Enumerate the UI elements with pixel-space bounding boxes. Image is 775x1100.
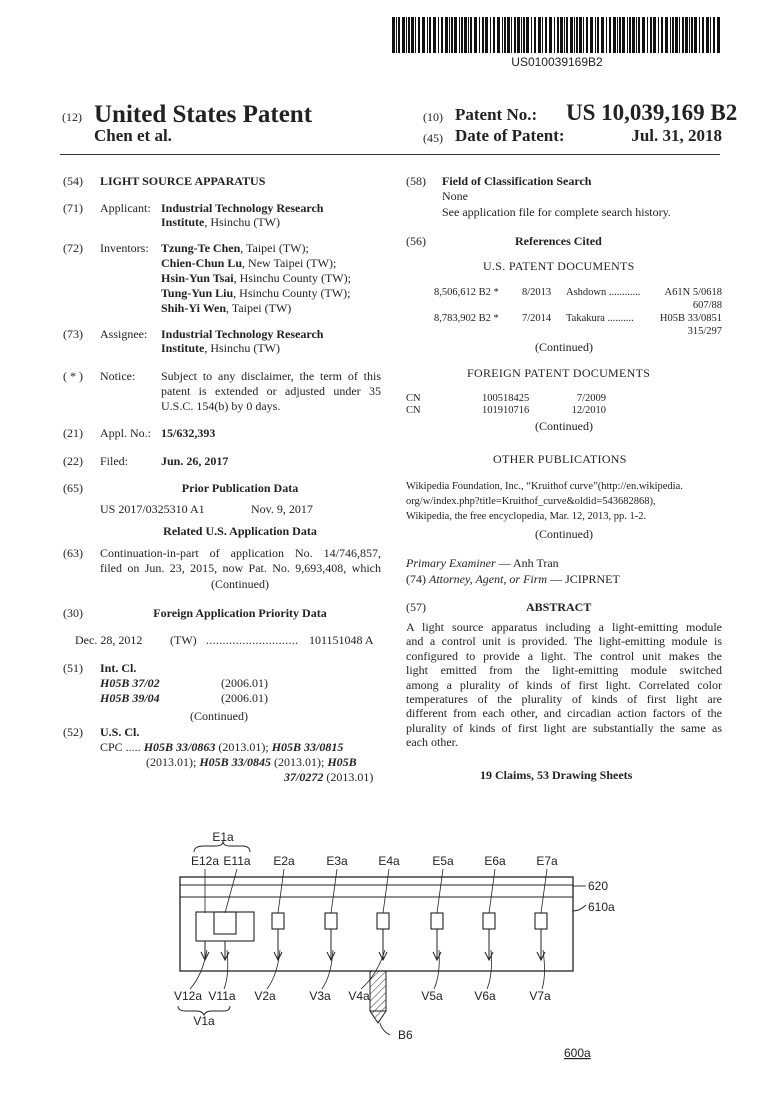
- assignee-line2: Institute, Hsinchu (TW): [161, 341, 280, 355]
- barcode-bar: [517, 17, 520, 53]
- other-publications-heading: OTHER PUBLICATIONS: [493, 452, 627, 466]
- intcl-class: H05B 39/04: [100, 691, 160, 705]
- intcl-heading: Int. Cl.: [100, 661, 137, 675]
- barcode-bar: [672, 17, 674, 53]
- foreign-ref-date: 7/2009: [576, 393, 606, 404]
- barcode-bar: [538, 17, 541, 53]
- unit-e4a: [377, 913, 389, 929]
- barcode-bar: [670, 17, 671, 53]
- barcode-bar: [597, 17, 599, 53]
- notice-text: Subject to any disclaimer, the term of this patent is extended or adjusted under 35 U.S.C. 154(b) by 0 days.: [161, 369, 381, 413]
- code-52: (52): [63, 725, 83, 739]
- us-ref-date: 7/2014: [522, 313, 552, 324]
- us-ref-row: 8,506,612 B2 *: [434, 287, 499, 298]
- us-ref-name: Ashdown ............: [566, 287, 641, 298]
- code-notice: ( * ): [63, 369, 83, 383]
- barcode-bar: [622, 17, 625, 53]
- date-label: Date of Patent:: [455, 126, 565, 145]
- foreign-patents-heading: FOREIGN PATENT DOCUMENTS: [467, 366, 651, 380]
- inventor-item: Shih-Yi Wen, Taipei (TW): [161, 301, 292, 315]
- representative-figure: [150, 825, 620, 1065]
- barcode-bar: [629, 17, 631, 53]
- foreign-priority-number: 101151048 A: [309, 633, 374, 647]
- barcode-bar: [406, 17, 407, 53]
- us-ref-class2: 607/88: [692, 300, 722, 311]
- barcode-bar: [576, 17, 578, 53]
- label-e11a: E11a: [223, 854, 251, 868]
- claims-summary: 19 Claims, 53 Drawing Sheets: [480, 768, 633, 782]
- applicant-name: Industrial Technology Research: [161, 201, 324, 215]
- code-12: (12): [62, 110, 82, 124]
- inventor-item: Chien-Chun Lu, New Taipei (TW);: [161, 256, 337, 270]
- code-51: (51): [63, 661, 83, 675]
- barcode-bar: [557, 17, 559, 53]
- barcode-bar: [415, 17, 416, 53]
- appl-label: Appl. No.:: [100, 426, 151, 440]
- us-patents-heading: U.S. PATENT DOCUMENTS: [483, 259, 635, 273]
- label-v1a: V1a: [193, 1014, 215, 1028]
- label-e6a: E6a: [484, 854, 506, 868]
- barcode-bar: [451, 17, 453, 53]
- leader-b6: [380, 1023, 390, 1035]
- label-v3a: V3a: [309, 989, 331, 1003]
- unit-e7a: [535, 913, 547, 929]
- label-e4a: E4a: [378, 854, 400, 868]
- code-22: (22): [63, 454, 83, 468]
- foreign-priority-date: Dec. 28, 2012: [75, 633, 143, 647]
- code-58: (58): [406, 174, 426, 188]
- barcode-bar: [502, 17, 503, 53]
- code-10: (10): [423, 110, 443, 124]
- intcl-class: H05B 37/02: [100, 676, 160, 690]
- code-45: (45): [423, 131, 443, 145]
- barcode-number: US010039169B2: [511, 55, 603, 69]
- barcode-bar: [402, 17, 405, 53]
- continuation-text: Continuation-in-part of application No. 14/746,857, filed on Jun. 23, 2015, now Pat. No. 9,693,408, which: [100, 546, 381, 575]
- notice-label: Notice:: [100, 369, 136, 383]
- barcode-bar: [689, 17, 690, 53]
- barcode-bar: [632, 17, 635, 53]
- barcode-bar: [570, 17, 573, 53]
- leader-e11a: [225, 869, 237, 913]
- barcode-bar: [619, 17, 621, 53]
- unit-e3a: [325, 913, 337, 929]
- barcode-bar: [511, 17, 512, 53]
- barcode-bar: [590, 17, 593, 53]
- unit-e1a-outline: [196, 912, 254, 941]
- barcode-bar: [665, 17, 668, 53]
- field-see: See application file for complete search history.: [442, 205, 671, 219]
- abstract-text: A light source apparatus including a light-emitting module and a control unit is provided. The light-emitting module is configured to provide a light. The control unit makes the light emitted from the light-emitting module switched among a plurality of kinds of first light. Correlated color temperatures of the plurality of kinds of first light are different from each other, and circadian action factors of the plurality of kinds of first light are substantially the same as each other.: [406, 620, 722, 750]
- barcode-bar: [713, 17, 715, 53]
- barcode-bar: [579, 17, 582, 53]
- barcode-bar: [427, 17, 428, 53]
- intcl-cont: (Continued): [190, 709, 248, 723]
- inventor-item: Tzung-Te Chen, Taipei (TW);: [161, 241, 309, 255]
- barcode-bar: [392, 17, 395, 53]
- barcode-bar: [454, 17, 457, 53]
- barcode-bar: [638, 17, 640, 53]
- barcode-bar: [474, 17, 477, 53]
- intcl-year: (2006.01): [221, 691, 268, 705]
- barcode-bar: [636, 17, 637, 53]
- barcode-bar: [433, 17, 436, 53]
- label-610a: 610a: [588, 900, 615, 914]
- uscl-line2: (2013.01); H05B 33/0845 (2013.01); H05B: [146, 755, 357, 769]
- refs-heading: References Cited: [515, 234, 602, 248]
- field-none: None: [442, 189, 468, 203]
- barcode-bar: [526, 17, 529, 53]
- inventor-item: Tung-Yun Liu, Hsinchu County (TW);: [161, 286, 351, 300]
- invention-title: LIGHT SOURCE APPARATUS: [100, 174, 266, 188]
- barcode-bar: [485, 17, 488, 53]
- foreign-priority-country: (TW): [170, 633, 197, 647]
- barcode-bar: [706, 17, 709, 53]
- barcode-bar: [653, 17, 656, 53]
- label-v2a: V2a: [254, 989, 276, 1003]
- barcode-bar: [702, 17, 704, 53]
- applicant-line2: [161, 215, 280, 230]
- barcode-bar: [523, 17, 525, 53]
- barcode-bar: [617, 17, 618, 53]
- label-v6a: V6a: [474, 989, 496, 1003]
- inventors-label: Inventors:: [100, 241, 149, 255]
- attorney: (74) Attorney, Agent, or Firm — JCIPRNET: [406, 572, 620, 586]
- barcode-bar: [566, 17, 568, 53]
- label-b6: B6: [398, 1028, 413, 1042]
- barcode-bar: [449, 17, 450, 53]
- appl-number: 15/632,393: [161, 426, 216, 440]
- barcode-bar: [661, 17, 663, 53]
- barcode-bar: [445, 17, 448, 53]
- barcode-bar: [441, 17, 443, 53]
- barcode-bar: [490, 17, 491, 53]
- label-v12a: V12a: [173, 989, 203, 1003]
- code-72: (72): [63, 241, 83, 255]
- prior-pub: US 2017/0325310 A1: [100, 502, 205, 516]
- inventor-item: Hsin-Yun Tsai, Hsinchu County (TW);: [161, 271, 351, 285]
- leader-e7a: [541, 869, 547, 913]
- barcode-bar: [482, 17, 484, 53]
- leader-v12a: [190, 950, 207, 989]
- code-30: (30): [63, 606, 83, 620]
- barcode-bar: [595, 17, 596, 53]
- us-ref-date: 8/2013: [522, 287, 552, 298]
- us-ref-name: Takakura ..........: [566, 313, 634, 324]
- barcode-bar: [408, 17, 410, 53]
- other-publications-text: Wikipedia Foundation, Inc., “Kruithof curve”(http://en.wikipedia. org/w/index.php?title=Kruithof_curve&oldid=543682868), Wikipedia, the free encyclopedia, Mar. 12, 2013, pp. 1-2.: [406, 481, 683, 522]
- barcode-bar: [422, 17, 425, 53]
- label-620: 620: [588, 879, 609, 893]
- barcode-bar: [521, 17, 522, 53]
- refs-cont: (Continued): [535, 340, 593, 354]
- figure-svg: [150, 825, 620, 1065]
- code-63: (63): [63, 546, 83, 560]
- patent-no-label: Patent No.:: [455, 105, 538, 124]
- inventor-list: [161, 241, 351, 316]
- leader-e4a: [383, 869, 389, 913]
- label-e1a: E1a: [212, 830, 234, 844]
- beam-b6-tip: [370, 1011, 386, 1023]
- unit-e6a: [483, 913, 495, 929]
- barcode-bar: [411, 17, 414, 53]
- barcode-bar: [650, 17, 652, 53]
- foreign-ref-country: CN: [406, 405, 421, 416]
- primary-examiner: Primary Examiner — Anh Tran: [406, 556, 559, 570]
- barcode-bar: [627, 17, 628, 53]
- barcode-bar: [675, 17, 678, 53]
- barcode-bar: [682, 17, 684, 53]
- unit-e5a: [431, 913, 443, 929]
- code-54: (54): [63, 174, 83, 188]
- barcode-bar: [504, 17, 506, 53]
- foreign-priority-heading: Foreign Application Priority Data: [153, 606, 327, 620]
- barcode-bar: [647, 17, 648, 53]
- barcode-bar: [601, 17, 604, 53]
- barcode-bar: [459, 17, 460, 53]
- barcode-bar: [514, 17, 516, 53]
- barcode-bar: [531, 17, 532, 53]
- field-heading: Field of Classification Search: [442, 174, 592, 188]
- code-71: (71): [63, 201, 83, 215]
- beam-b6: [370, 971, 386, 1011]
- barcode-bar: [586, 17, 588, 53]
- barcode-bar: [534, 17, 536, 53]
- barcode-bar: [564, 17, 565, 53]
- barcode-bar: [694, 17, 697, 53]
- patent-type: United States Patent: [94, 101, 313, 128]
- us-ref-row: 8,783,902 B2 *: [434, 313, 499, 324]
- barcode-bar: [396, 17, 397, 53]
- code-65: (65): [63, 481, 83, 495]
- barcode-bar: [464, 17, 467, 53]
- barcode-bar: [554, 17, 555, 53]
- label-e12a: E12a: [190, 854, 220, 868]
- label-v7a: V7a: [529, 989, 551, 1003]
- barcode-bar: [398, 17, 400, 53]
- continuation-cont: (Continued): [211, 577, 269, 591]
- barcode-bar: [468, 17, 469, 53]
- uscl-line1: CPC ..... H05B 33/0863 (2013.01); H05B 33/0815: [100, 740, 344, 754]
- leader-e6a: [489, 869, 495, 913]
- label-e2a: E2a: [273, 854, 295, 868]
- barcode-bar: [493, 17, 495, 53]
- code-57: (57): [406, 600, 426, 614]
- uscl-heading: U.S. Cl.: [100, 725, 140, 739]
- barcode-bar: [658, 17, 659, 53]
- barcode-bar: [574, 17, 575, 53]
- leader-e5a: [437, 869, 443, 913]
- us-ref-class: H05B 33/0851: [659, 313, 722, 324]
- barcode-bar: [549, 17, 552, 53]
- prior-date: Nov. 9, 2017: [251, 502, 313, 516]
- us-ref-class2: 315/297: [687, 326, 722, 337]
- barcode-bar: [679, 17, 680, 53]
- leader-e2a: [278, 869, 284, 913]
- barcode-bar: [418, 17, 420, 53]
- label-v5a: V5a: [421, 989, 443, 1003]
- barcode-bar: [461, 17, 463, 53]
- barcode-bar: [429, 17, 431, 53]
- applicant-loc: , Hsinchu (TW): [204, 215, 280, 229]
- assignee-name: Industrial Technology Research: [161, 327, 324, 341]
- foreign-ref-date: 12/2010: [571, 405, 606, 416]
- intcl-year: (2006.01): [221, 676, 268, 690]
- code-73: (73): [63, 327, 83, 341]
- barcode-bar: [438, 17, 439, 53]
- barcode-bar: [609, 17, 611, 53]
- foreign-cont: (Continued): [535, 419, 593, 433]
- barcode-bar: [470, 17, 472, 53]
- barcode-bar: [542, 17, 543, 53]
- barcode-bar: [717, 17, 720, 53]
- applicant-label: Applicant:: [100, 201, 151, 215]
- code-21: (21): [63, 426, 83, 440]
- prior-heading: Prior Publication Data: [181, 481, 299, 495]
- related-heading: Related U.S. Application Data: [163, 524, 317, 538]
- label-e3a: E3a: [326, 854, 348, 868]
- barcode-bar: [691, 17, 693, 53]
- barcode-bar: [685, 17, 688, 53]
- barcode-bar: [507, 17, 510, 53]
- foreign-ref-number: 100518425: [482, 393, 530, 404]
- leader-610a: [573, 905, 586, 911]
- other-cont: (Continued): [535, 527, 593, 541]
- code-56: (56): [406, 234, 426, 248]
- unit-e11a: [214, 912, 236, 934]
- label-v4a: V4a: [348, 989, 370, 1003]
- patent-number: US 10,039,169 B2: [566, 100, 738, 125]
- barcode-graphic: [392, 17, 722, 53]
- foreign-priority-dots: ............................: [206, 633, 299, 647]
- foreign-ref-number: 101910716: [482, 405, 530, 416]
- barcode-bar: [699, 17, 700, 53]
- unit-e2a: [272, 913, 284, 929]
- filed-date: Jun. 26, 2017: [161, 454, 229, 468]
- applicant-name2: Institute: [161, 215, 205, 229]
- foreign-ref-country: CN: [406, 393, 421, 404]
- leader-e3a: [331, 869, 337, 913]
- assignee-label: Assignee:: [100, 327, 148, 341]
- barcode-bar: [606, 17, 607, 53]
- label-v11a: V11a: [208, 989, 236, 1003]
- barcode-bar: [545, 17, 547, 53]
- barcode-bar: [497, 17, 500, 53]
- abstract-heading: ABSTRACT: [526, 600, 592, 614]
- barcode-bar: [613, 17, 616, 53]
- date-of-patent: Jul. 31, 2018: [631, 126, 722, 145]
- label-e7a: E7a: [536, 854, 558, 868]
- barcode-bar: [479, 17, 480, 53]
- uscl-line3: 37/0272 (2013.01): [284, 770, 374, 784]
- barcode-bar: [560, 17, 563, 53]
- header-rule: [60, 154, 720, 155]
- us-ref-class: A61N 5/0618: [664, 287, 722, 298]
- barcode-bar: [583, 17, 584, 53]
- figure-id: 600a: [564, 1046, 591, 1060]
- label-e5a: E5a: [432, 854, 454, 868]
- filed-label: Filed:: [100, 454, 129, 468]
- inventor-short: Chen et al.: [94, 126, 172, 145]
- barcode-bar: [642, 17, 645, 53]
- barcode-bar: [710, 17, 711, 53]
- barcode: [392, 17, 722, 53]
